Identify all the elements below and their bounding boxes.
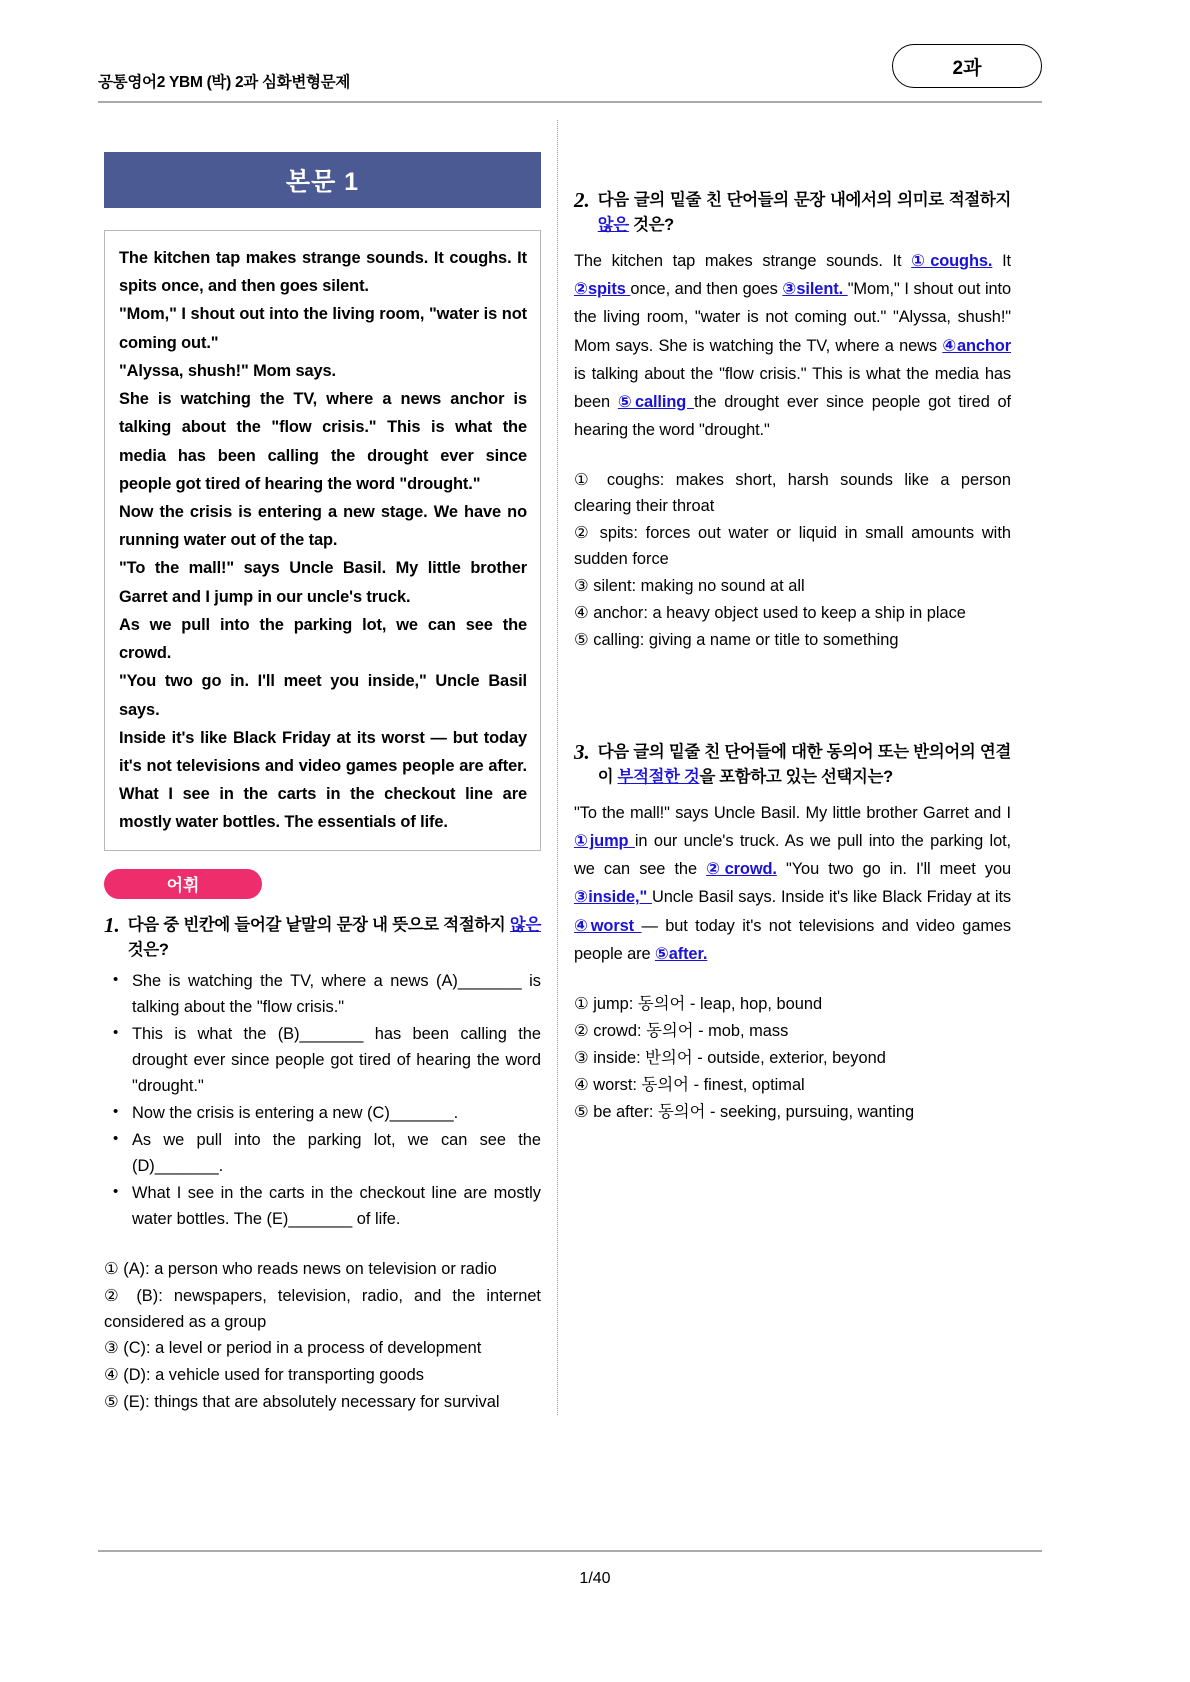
underlined-keyword: ⑤calling bbox=[617, 392, 694, 411]
choice-item: ① (A): a person who reads news on television or radio bbox=[104, 1259, 497, 1278]
bullet-item: • Now the crisis is entering a new (C)_______. bbox=[104, 1101, 541, 1127]
lesson-chip: 2과 bbox=[892, 44, 1042, 88]
passage-segment: It bbox=[992, 251, 1011, 270]
choice-item: ④ worst: 동의어 - finest, optimal bbox=[574, 1075, 805, 1094]
passage-text: The kitchen tap makes strange sounds. It coughs. It spits once, and then goes silent. "Mom," I shout out into the living room, "water is not coming out." "Alyssa, shush!" Mom says. She is watching the TV, where a news anchor is talking about the "flow crisis." This is what the media has been calling the drought ever since people got tired of hearing the word "drought." Now the crisis is entering a new stage. We have no running water out of the tap. "To the mall!" says Uncle Basil. My little brother Garret and I jump in our uncle's truck. As we pull into the parking lot, we can see the crowd. "You two go in. I'll meet you inside," Uncle Basil says. Inside it's like Black Friday at its worst — but today it's not televisions and video games people are after. What I see in the carts in the checkout line are mostly water bottles. The essentials of life. bbox=[119, 249, 527, 832]
choice-item: ① coughs: makes short, harsh sounds like a person clearing their throat bbox=[574, 471, 1011, 516]
question-3-number: 3. bbox=[574, 739, 590, 764]
question-1-header bbox=[104, 913, 541, 963]
choice-item: ① jump: 동의어 - leap, hop, bound bbox=[574, 995, 823, 1014]
bullet-item: • She is watching the TV, where a news (A)_______ is talking about the "flow crisis." bbox=[104, 969, 541, 1021]
question-3-stem bbox=[598, 740, 1011, 790]
stem-negative: 부적절한 것 bbox=[617, 767, 700, 786]
question-3-header bbox=[574, 740, 1011, 790]
choice-item: ⑤ be after: 동의어 - seeking, pursuing, wanting bbox=[574, 1102, 915, 1121]
underlined-keyword: ②spits bbox=[574, 280, 631, 299]
passage-segment: The kitchen tap makes strange sounds. It bbox=[574, 251, 912, 270]
passage-segment: "Mom," I shout out into the living room, "water is not coming out." "Alyssa, shush!" Mom says. She is watching the TV, where a news bbox=[574, 280, 1011, 355]
underlined-keyword: ③inside," bbox=[574, 888, 653, 907]
underlined-keyword: ①coughs. bbox=[911, 251, 993, 270]
question-1-choices bbox=[104, 1257, 541, 1417]
right-column bbox=[574, 188, 1011, 1127]
stem-part-before: 다음 글의 밑줄 친 단어들에 대한 동의어 또는 반의어의 연결이 bbox=[597, 742, 1011, 786]
question-2-passage bbox=[574, 247, 1011, 445]
choice-item: ② spits: forces out water or liquid in small amounts with sudden force bbox=[574, 524, 1011, 569]
stem-part-before: 다음 중 빈칸에 들어갈 낱말의 문장 내 뜻으로 적절하지 bbox=[127, 915, 510, 934]
underlined-keyword: ④anchor bbox=[942, 336, 1011, 355]
bullet-item: • As we pull into the parking lot, we can see the (D)_______. bbox=[104, 1128, 541, 1180]
question-2 bbox=[574, 188, 1011, 654]
choice-item: ② crowd: 동의어 - mob, mass bbox=[574, 1021, 789, 1040]
passage-segment: "To the mall!" says Uncle Basil. My little brother Garret and I bbox=[574, 803, 1011, 822]
choice-item: ⑤ calling: giving a name or title to something bbox=[574, 630, 899, 649]
question-1-stem bbox=[128, 913, 541, 963]
passage-segment: — but today it's not televisions and video games people are bbox=[574, 916, 1011, 963]
stem-part-after: 것은? bbox=[628, 215, 674, 234]
passage-segment: "You two go in. I'll meet you bbox=[776, 860, 1012, 879]
bullet-item: • What I see in the carts in the checkout line are mostly water bottles. The (E)_______ of life. bbox=[104, 1181, 541, 1233]
underlined-keyword: ④worst bbox=[574, 916, 642, 935]
question-3-passage bbox=[574, 799, 1011, 968]
question-1 bbox=[104, 913, 541, 1417]
choice-item: ⑤ (E): things that are absolutely necessary for survival bbox=[104, 1393, 500, 1412]
underlined-keyword: ②crowd. bbox=[706, 860, 777, 879]
choice-item: ④ (D): a vehicle used for transporting goods bbox=[104, 1366, 424, 1385]
header-title: 공통영어2 YBM (박) 2과 심화변형문제 bbox=[98, 74, 351, 91]
passage-segment: Uncle Basil says. Inside it's like Black Friday at its bbox=[652, 888, 1011, 907]
question-2-stem bbox=[598, 188, 1011, 238]
stem-negative: 않은 bbox=[597, 215, 629, 234]
page-number: 1/40 bbox=[579, 1570, 611, 1587]
stem-part-after: 을 포함하고 있는 선택지는? bbox=[699, 767, 893, 786]
choice-item: ③ inside: 반의어 - outside, exterior, beyond bbox=[574, 1048, 886, 1067]
column-divider bbox=[557, 120, 558, 1415]
stem-part-before: 다음 글의 밑줄 친 단어들의 문장 내에서의 의미로 적절하지 bbox=[597, 191, 1011, 209]
choice-item: ④ anchor: a heavy object used to keep a ship in place bbox=[574, 604, 966, 623]
bullet-item: • This is what the (B)_______ has been calling the drought ever since people got tired of hearing the word "drought." bbox=[104, 1022, 541, 1100]
page-header bbox=[98, 44, 1042, 102]
vocab-badge: 어휘 bbox=[104, 869, 262, 899]
underlined-keyword: ③silent. bbox=[782, 280, 848, 299]
question-2-choices bbox=[574, 468, 1011, 653]
passage-box bbox=[104, 230, 541, 851]
question-1-bullets bbox=[104, 969, 541, 1232]
passage-segment: is talking about the "flow crisis." This is what the media has been bbox=[574, 364, 1011, 411]
stem-negative: 않은 bbox=[509, 915, 541, 934]
question-3-choices bbox=[574, 992, 1011, 1126]
footer-divider bbox=[98, 1550, 1042, 1552]
choice-item: ② (B): newspapers, television, radio, and the internet considered as a group bbox=[104, 1286, 541, 1331]
section-banner: 본문 1 bbox=[104, 152, 541, 208]
choice-item: ③ silent: making no sound at all bbox=[574, 577, 805, 596]
passage-segment: in our uncle's truck. As we pull into the parking lot, we can see the bbox=[574, 831, 1011, 879]
passage-segment: the drought ever since people got tired of hearing the word "drought." bbox=[574, 392, 1011, 440]
question-2-number: 2. bbox=[574, 188, 590, 212]
vocab-badge-row bbox=[104, 869, 541, 899]
left-column bbox=[104, 152, 541, 1417]
question-1-number: 1. bbox=[104, 912, 120, 937]
passage-segment: once, and then goes bbox=[630, 280, 783, 299]
choice-item: ③ (C): a level or period in a process of development bbox=[104, 1339, 482, 1358]
header-divider bbox=[98, 101, 1042, 103]
stem-part-after: 것은? bbox=[127, 940, 169, 959]
underlined-keyword: ⑤after. bbox=[654, 944, 708, 963]
question-2-header bbox=[574, 188, 1011, 238]
underlined-keyword: ①jump bbox=[574, 831, 635, 850]
question-3 bbox=[574, 740, 1011, 1126]
